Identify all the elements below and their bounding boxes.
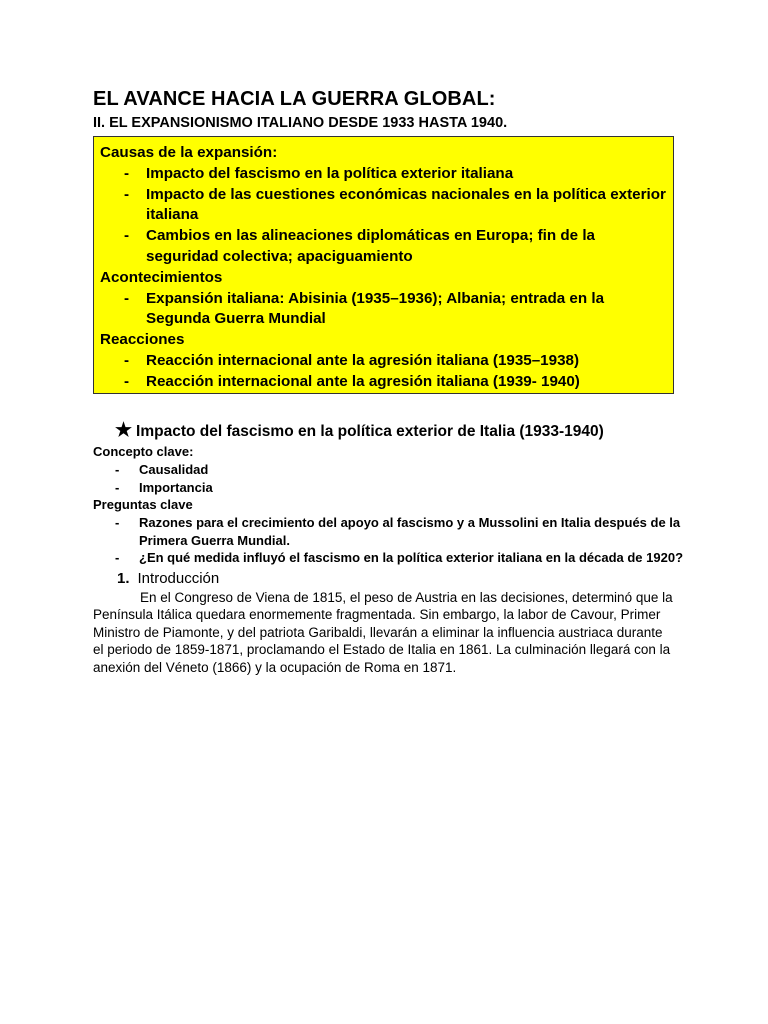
intro-number: 1. xyxy=(117,569,130,587)
star-icon: ★ xyxy=(115,420,133,441)
key-concepts-list xyxy=(93,461,683,496)
list-item xyxy=(100,351,667,372)
causes-heading: Causas de la expansión: xyxy=(100,144,278,161)
bullet-dash: - xyxy=(124,227,130,245)
question-text: Razones para el crecimiento del apoyo al fascismo y a Mussolini en Italia después de la Primera Guerra Mundial. xyxy=(139,515,681,548)
key-concept-heading: Concepto clave: xyxy=(93,444,194,459)
bullet-dash: - xyxy=(115,479,120,495)
list-item xyxy=(93,514,683,549)
reaction-text: Reacción internacional ante la agresión italiana (1935–1938) xyxy=(146,351,580,369)
bullet-dash: - xyxy=(115,550,120,565)
list-item xyxy=(100,164,667,185)
question-text: ¿En qué medida influyó el fascismo en la política exterior italiana en la década de 1920? xyxy=(139,550,684,565)
bullet-dash: - xyxy=(124,289,130,307)
bullet-dash: - xyxy=(124,372,130,390)
list-item xyxy=(100,226,667,268)
reaction-text: Reacción internacional ante la agresión italiana (1939- 1940) xyxy=(146,372,580,390)
bullet-dash: - xyxy=(124,164,130,182)
summary-box xyxy=(93,136,674,394)
causes-list xyxy=(100,164,667,268)
key-questions-list xyxy=(93,514,683,567)
reactions-heading: Reacciones xyxy=(100,331,185,349)
bullet-dash: - xyxy=(115,515,120,530)
bullet-dash: - xyxy=(115,462,120,477)
cause-text: Impacto de las cuestiones económicas nacionales en la política exterior italiana xyxy=(146,185,666,224)
section-heading-text: Impacto del fascismo en la política exterior de Italia (1933-1940) xyxy=(136,423,604,440)
fascism-section xyxy=(93,420,683,676)
intro-heading xyxy=(117,568,683,589)
document-subtitle: II. EL EXPANSIONISMO ITALIANO DESDE 1933 HASTA 1940. xyxy=(93,115,508,131)
reactions-list xyxy=(100,351,667,393)
concept-text: Causalidad xyxy=(139,462,209,477)
list-item xyxy=(93,549,683,567)
events-list xyxy=(100,289,667,331)
document-title: EL AVANCE HACIA LA GUERRA GLOBAL: xyxy=(93,88,496,110)
cause-text: Cambios en las alineaciones diplomáticas en Europa; fin de la seguridad colectiva; apaciguamiento xyxy=(146,227,596,265)
key-questions-heading: Preguntas clave xyxy=(93,497,193,512)
concept-text: Importancia xyxy=(139,479,213,495)
list-item xyxy=(93,479,683,497)
list-item xyxy=(100,372,667,393)
bullet-dash: - xyxy=(124,185,130,203)
list-item xyxy=(100,185,667,227)
event-text: Expansión italiana: Abisinia (1935–1936); Albania; entrada en la Segunda Guerra Mundial xyxy=(146,289,605,328)
events-heading: Acontecimientos xyxy=(100,268,223,286)
intro-paragraph: En el Congreso de Viena de 1815, el peso de Austria en las decisiones, determinó que la Península Itálica quedara enormemente fragmentada. Sin embargo, la labor de Cavour, Primer Ministro de Piamonte, y del patriota Garibaldi, llevarán a eliminar la influencia austriaca durante el periodo de 1859-1871, proclamando el Estado de Italia en 1861. La culminación llegará con la anexión del Véneto (1866) y la ocupación de Roma en 1871. xyxy=(93,589,673,675)
list-item xyxy=(100,289,667,331)
intro-heading-text: Introducción xyxy=(137,569,220,587)
cause-text: Impacto del fascismo en la política exterior italiana xyxy=(146,164,514,182)
bullet-dash: - xyxy=(124,351,130,369)
section-heading xyxy=(115,420,683,443)
list-item xyxy=(93,461,683,479)
